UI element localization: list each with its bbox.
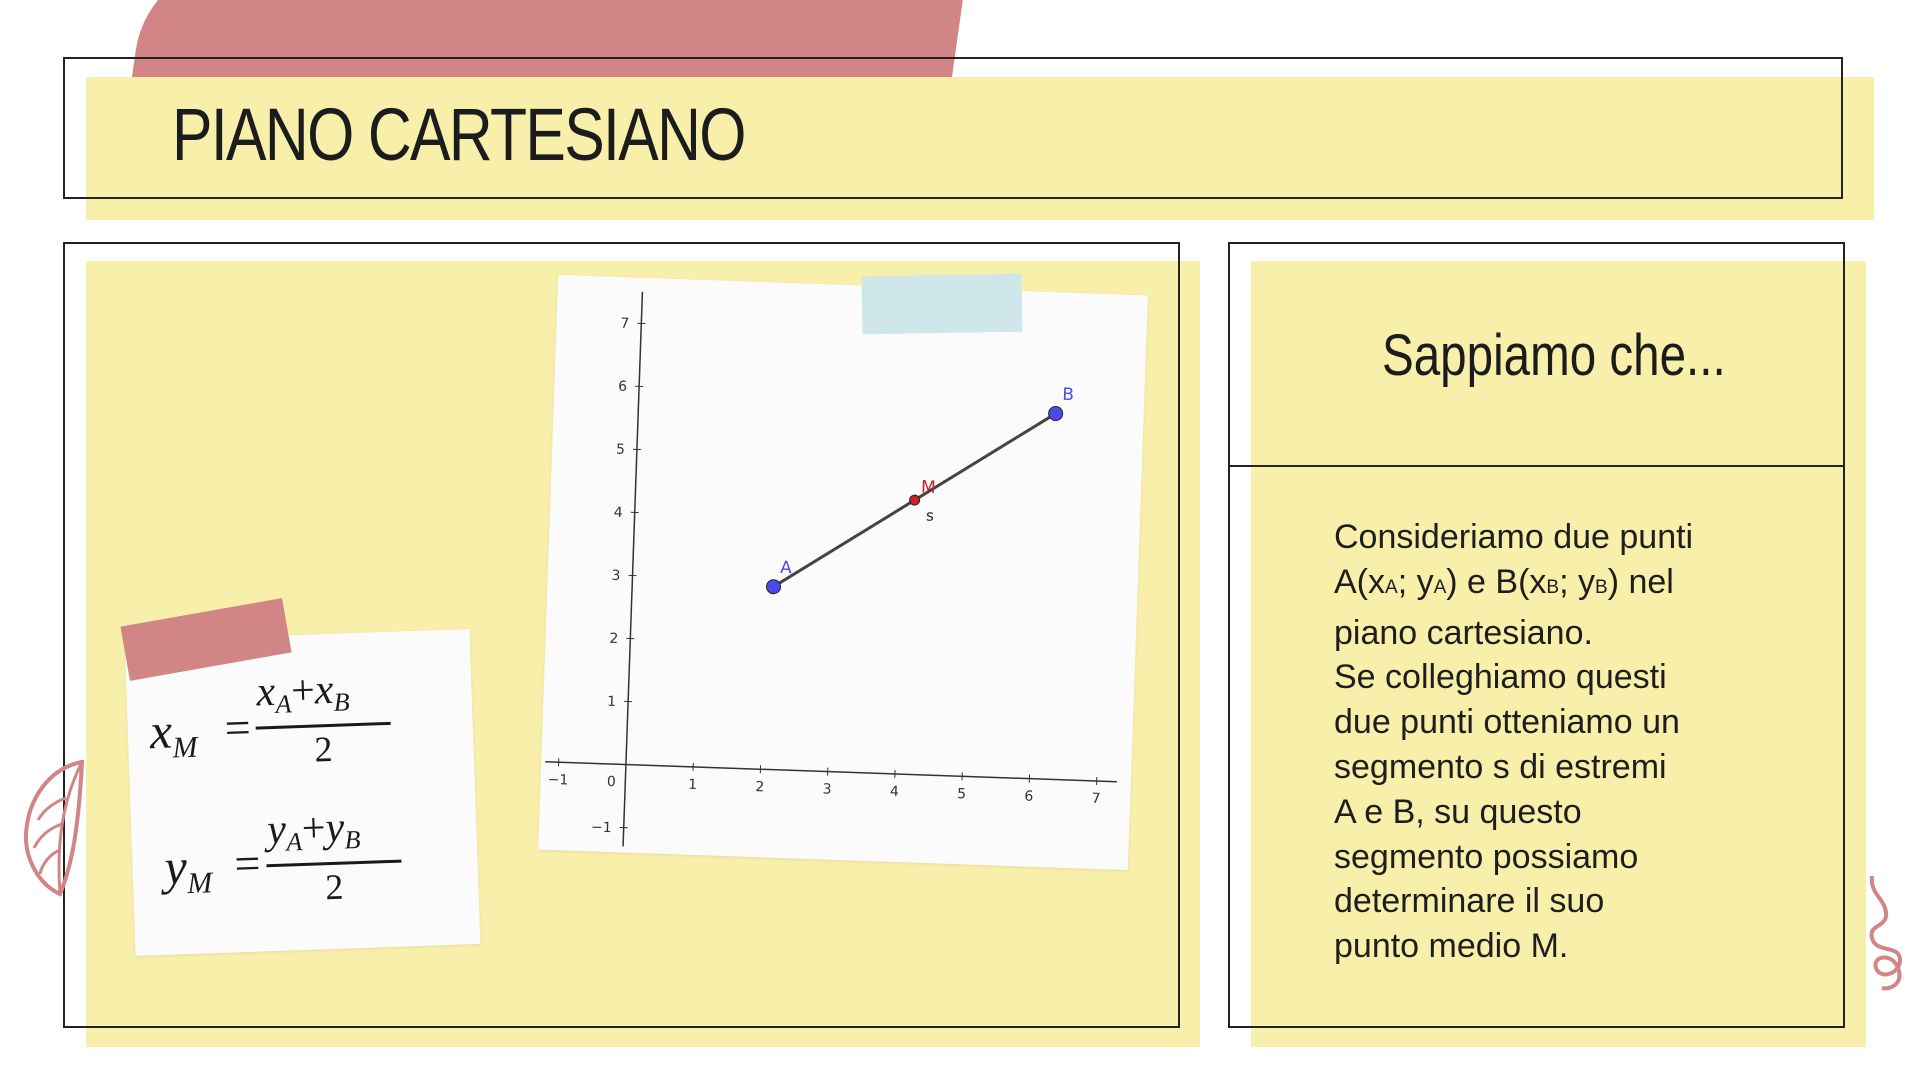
text-fragment: ) e B(x — [1446, 562, 1547, 601]
formula-x-num-b: x — [313, 666, 335, 714]
formula-y — [163, 804, 466, 917]
text-fragment: A(x — [1334, 562, 1385, 601]
x-tick-label: 7 — [1091, 790, 1101, 808]
point-label-m: M — [920, 477, 937, 498]
text-fragment: ) nel — [1607, 562, 1674, 601]
x-tick-label: −1 — [547, 771, 569, 789]
formula-y-lhs: y — [163, 838, 188, 895]
point-label-b: B — [1061, 384, 1075, 406]
x-tick-label: 2 — [755, 779, 765, 796]
formula-y-num-a-sub: A — [285, 827, 303, 857]
point-a — [766, 579, 780, 593]
text-line-4: Se colleghiamo questi — [1334, 658, 1667, 697]
point-b — [1048, 406, 1062, 420]
formula-x-denominator: 2 — [313, 728, 334, 770]
formula-x-plus: + — [290, 667, 316, 715]
x-tick-label: 6 — [1024, 788, 1034, 805]
point-label-a: A — [779, 557, 793, 579]
text-subscript: B — [1595, 576, 1608, 598]
text-fragment: ; y — [1559, 562, 1595, 601]
right-panel-divider — [1228, 465, 1845, 467]
text-fragment: ; y — [1397, 562, 1434, 601]
x-tick-label: 5 — [956, 786, 967, 803]
y-tick-label: 1 — [606, 693, 617, 711]
formula-x-equals: = — [223, 701, 252, 754]
slide-title: PIANO CARTESIANO — [172, 93, 745, 176]
text-line-9: determinare il suo — [1334, 882, 1605, 921]
formula-x — [148, 666, 451, 780]
formula-y-num-b: y — [324, 804, 345, 852]
x-tick-label: 4 — [889, 783, 900, 801]
formula-y-equals: = — [233, 837, 262, 890]
blue-tape — [862, 274, 1023, 335]
swirl-icon — [1862, 872, 1918, 992]
x-tick-label: 0 — [606, 773, 617, 791]
cartesian-plane-chart — [538, 275, 1148, 870]
feather-leaf-icon — [20, 758, 90, 898]
formula-x-lhs: x — [148, 702, 173, 760]
formula-y-denominator: 2 — [324, 866, 345, 908]
x-tick-label: 1 — [687, 776, 698, 794]
text-line-5: due punti otteniamo un — [1334, 703, 1680, 742]
x-tick-label: 3 — [822, 781, 832, 798]
text-subscript: B — [1546, 576, 1560, 598]
y-tick-label: 6 — [617, 378, 628, 395]
x-axis — [545, 762, 1117, 782]
formula-y-plus: + — [301, 805, 327, 853]
y-tick-label: 7 — [620, 315, 630, 332]
y-tick-label: 2 — [609, 630, 619, 648]
y-axis — [623, 292, 642, 847]
text-line-1: Consideriamo due punti — [1334, 518, 1694, 556]
y-tick-label: 5 — [615, 441, 626, 458]
formula-y-num-a: y — [266, 806, 287, 854]
y-tick-label: 3 — [611, 567, 621, 585]
point-m — [909, 495, 919, 505]
formula-x-num-b-sub: B — [333, 687, 351, 717]
formula-x-num-a-sub: A — [275, 689, 292, 719]
text-line-8: segmento possiamo — [1334, 837, 1639, 876]
formula-x-lhs-sub: M — [171, 730, 199, 765]
explanation-text — [1334, 515, 1804, 969]
formula-x-num-a: x — [255, 668, 276, 716]
text-subscript: A — [1385, 576, 1398, 598]
text-line-6: segmento s di estremi — [1334, 747, 1667, 786]
text-subscript: A — [1433, 576, 1447, 598]
text-line-10: punto medio M. — [1334, 927, 1569, 966]
segment-label: s — [925, 506, 935, 525]
y-tick-label: −1 — [590, 819, 612, 837]
y-tick-label: 4 — [613, 504, 623, 522]
formula-y-num-b-sub: B — [344, 825, 361, 855]
panel-subtitle: Sappiamo che... — [1382, 323, 1726, 388]
text-line-3: piano cartesiano. — [1334, 613, 1593, 652]
formula-y-lhs-sub: M — [186, 866, 213, 901]
text-line-2 — [1334, 560, 1804, 611]
text-line-7: A e B, su questo — [1334, 792, 1582, 831]
formula-card — [125, 629, 481, 956]
